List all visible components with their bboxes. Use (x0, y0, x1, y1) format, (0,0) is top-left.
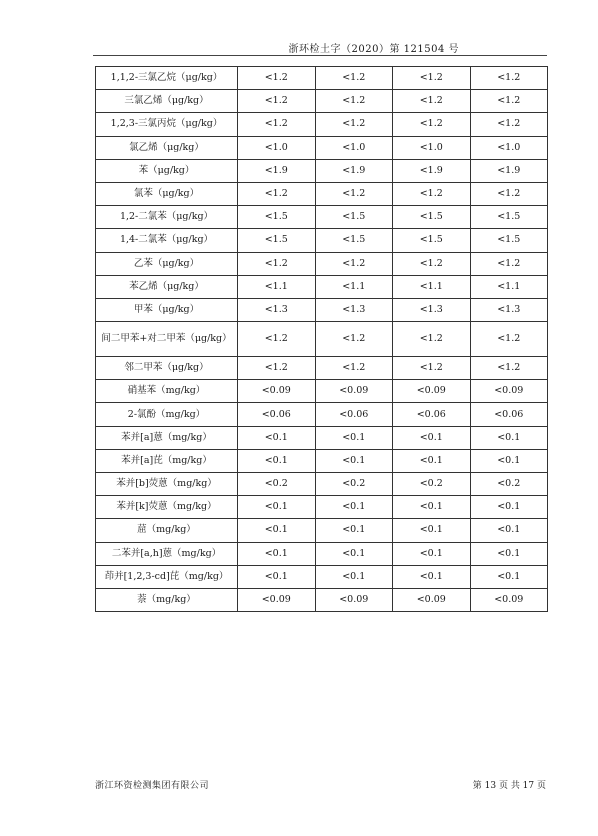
table-row (96, 159, 548, 182)
result-cell: <1.0 (238, 136, 316, 159)
company-name: 浙江环资检测集团有限公司 (95, 781, 210, 791)
result-cell: <0.1 (470, 542, 548, 565)
result-cell: <0.09 (470, 380, 548, 403)
result-cell: <1.2 (393, 90, 471, 113)
result-cell: <1.2 (238, 322, 316, 357)
result-cell: <0.06 (393, 403, 471, 426)
result-cell: <0.1 (393, 519, 471, 542)
analyte-name-cell: 1,1,2-三氯乙烷（μg/kg） (96, 67, 238, 90)
result-cell: <0.09 (238, 380, 316, 403)
result-cell: <0.06 (470, 403, 548, 426)
result-cell: <1.5 (315, 206, 393, 229)
result-cell: <1.0 (393, 136, 471, 159)
analyte-name-cell: 苯并[k]荧蒽（mg/kg） (96, 496, 238, 519)
analyte-name-cell: 三氯乙烯（μg/kg） (96, 90, 238, 113)
result-cell: <0.2 (238, 473, 316, 496)
table-row (96, 380, 548, 403)
result-cell: <0.1 (238, 426, 316, 449)
result-cell: <1.9 (393, 159, 471, 182)
result-cell: <0.1 (393, 542, 471, 565)
result-cell: <1.9 (238, 159, 316, 182)
result-cell: <1.2 (315, 252, 393, 275)
result-cell: <1.2 (315, 322, 393, 357)
result-cell: <1.2 (393, 357, 471, 380)
analyte-name-cell: 硝基苯（mg/kg） (96, 380, 238, 403)
result-cell: <0.1 (393, 426, 471, 449)
result-cell: <0.1 (315, 565, 393, 588)
analyte-name-cell: 氯乙烯（μg/kg） (96, 136, 238, 159)
result-cell: <0.1 (238, 496, 316, 519)
result-cell: <1.2 (470, 113, 548, 136)
result-cell: <0.1 (470, 426, 548, 449)
analyte-name-cell: 1,2-二氯苯（μg/kg） (96, 206, 238, 229)
result-cell: <1.2 (470, 252, 548, 275)
analyte-name-cell: 苯乙烯（μg/kg） (96, 275, 238, 298)
header-divider (93, 55, 547, 56)
page-number: 第 13 页 共 17 页 (472, 781, 546, 791)
analyte-name-cell: 氯苯（μg/kg） (96, 182, 238, 205)
table-row (96, 565, 548, 588)
result-cell: <1.2 (470, 322, 548, 357)
result-cell: <1.2 (238, 252, 316, 275)
analyte-name-cell: 二苯并[a,h]蒽（mg/kg） (96, 542, 238, 565)
table-row (96, 182, 548, 205)
result-cell: <1.2 (393, 182, 471, 205)
result-cell: <0.1 (315, 542, 393, 565)
table-row (96, 113, 548, 136)
result-cell: <1.5 (238, 229, 316, 252)
results-table (95, 66, 548, 612)
result-cell: <1.5 (393, 229, 471, 252)
result-cell: <1.2 (238, 357, 316, 380)
analyte-name-cell: 2-氯酚（mg/kg） (96, 403, 238, 426)
analyte-name-cell: 乙苯（μg/kg） (96, 252, 238, 275)
result-cell: <1.1 (470, 275, 548, 298)
result-cell: <1.2 (315, 182, 393, 205)
analyte-name-cell: 甲苯（μg/kg） (96, 298, 238, 321)
table-row (96, 275, 548, 298)
result-cell: <0.1 (315, 426, 393, 449)
result-cell: <0.09 (393, 380, 471, 403)
result-cell: <0.1 (393, 565, 471, 588)
result-cell: <0.1 (315, 496, 393, 519)
result-cell: <1.2 (238, 113, 316, 136)
result-cell: <0.06 (238, 403, 316, 426)
result-cell: <1.0 (315, 136, 393, 159)
result-cell: <0.09 (315, 588, 393, 611)
result-cell: <1.2 (393, 113, 471, 136)
result-cell: <1.5 (238, 206, 316, 229)
result-cell: <0.09 (470, 588, 548, 611)
result-cell: <1.2 (393, 252, 471, 275)
table-row (96, 298, 548, 321)
result-cell: <1.5 (470, 229, 548, 252)
table-row (96, 229, 548, 252)
table-row (96, 496, 548, 519)
result-cell: <1.2 (238, 67, 316, 90)
result-cell: <0.1 (393, 449, 471, 472)
result-cell: <0.1 (238, 565, 316, 588)
table-row (96, 357, 548, 380)
result-cell: <0.1 (315, 519, 393, 542)
result-cell: <1.1 (238, 275, 316, 298)
result-cell: <1.2 (470, 182, 548, 205)
result-cell: <1.2 (315, 90, 393, 113)
table-row (96, 449, 548, 472)
analyte-name-cell: 䓛（mg/kg） (96, 519, 238, 542)
result-cell: <1.2 (393, 67, 471, 90)
result-cell: <0.2 (393, 473, 471, 496)
result-cell: <0.09 (393, 588, 471, 611)
table-row (96, 473, 548, 496)
result-cell: <1.2 (470, 357, 548, 380)
table-row (96, 252, 548, 275)
result-cell: <0.1 (238, 519, 316, 542)
result-cell: <0.09 (238, 588, 316, 611)
result-cell: <1.2 (315, 67, 393, 90)
table-row (96, 403, 548, 426)
result-cell: <1.9 (315, 159, 393, 182)
table-row (96, 426, 548, 449)
result-cell: <0.2 (470, 473, 548, 496)
result-cell: <1.3 (470, 298, 548, 321)
result-cell: <0.2 (315, 473, 393, 496)
result-cell: <1.1 (393, 275, 471, 298)
table-row (96, 136, 548, 159)
table-row (96, 519, 548, 542)
result-cell: <1.2 (315, 113, 393, 136)
result-cell: <0.1 (315, 449, 393, 472)
result-cell: <0.1 (470, 565, 548, 588)
result-cell: <1.0 (470, 136, 548, 159)
result-cell: <0.1 (470, 449, 548, 472)
analyte-name-cell: 间二甲苯+对二甲苯（μg/kg） (96, 322, 238, 357)
result-cell: <1.1 (315, 275, 393, 298)
result-cell: <0.06 (315, 403, 393, 426)
result-cell: <1.3 (393, 298, 471, 321)
analyte-name-cell: 邻二甲苯（μg/kg） (96, 357, 238, 380)
analyte-name-cell: 茚并[1,2,3-cd]芘（mg/kg） (96, 565, 238, 588)
result-cell: <1.5 (393, 206, 471, 229)
result-cell: <1.3 (315, 298, 393, 321)
analyte-name-cell: 萘（mg/kg） (96, 588, 238, 611)
analyte-name-cell: 苯并[a]芘（mg/kg） (96, 449, 238, 472)
result-cell: <0.1 (393, 496, 471, 519)
table-row (96, 206, 548, 229)
result-cell: <0.1 (238, 542, 316, 565)
table-row (96, 322, 548, 357)
result-cell: <1.2 (470, 90, 548, 113)
table-row (96, 90, 548, 113)
result-cell: <0.09 (315, 380, 393, 403)
analyte-name-cell: 苯（μg/kg） (96, 159, 238, 182)
result-cell: <1.2 (238, 90, 316, 113)
analyte-name-cell: 苯并[b]荧蒽（mg/kg） (96, 473, 238, 496)
result-cell: <1.9 (470, 159, 548, 182)
analyte-name-cell: 1,2,3-三氯丙烷（μg/kg） (96, 113, 238, 136)
report-number: 浙环检土字（2020）第 121504 号 (288, 44, 459, 55)
result-cell: <0.1 (238, 449, 316, 472)
result-cell: <1.2 (315, 357, 393, 380)
analyte-name-cell: 1,4-二氯苯（μg/kg） (96, 229, 238, 252)
results-table-body (96, 67, 548, 612)
table-row (96, 67, 548, 90)
result-cell: <1.2 (393, 322, 471, 357)
result-cell: <1.5 (470, 206, 548, 229)
result-cell: <1.5 (315, 229, 393, 252)
result-cell: <1.3 (238, 298, 316, 321)
result-cell: <1.2 (238, 182, 316, 205)
table-row (96, 542, 548, 565)
result-cell: <1.2 (470, 67, 548, 90)
result-cell: <0.1 (470, 519, 548, 542)
table-row (96, 588, 548, 611)
analyte-name-cell: 苯并[a]蒽（mg/kg） (96, 426, 238, 449)
result-cell: <0.1 (470, 496, 548, 519)
